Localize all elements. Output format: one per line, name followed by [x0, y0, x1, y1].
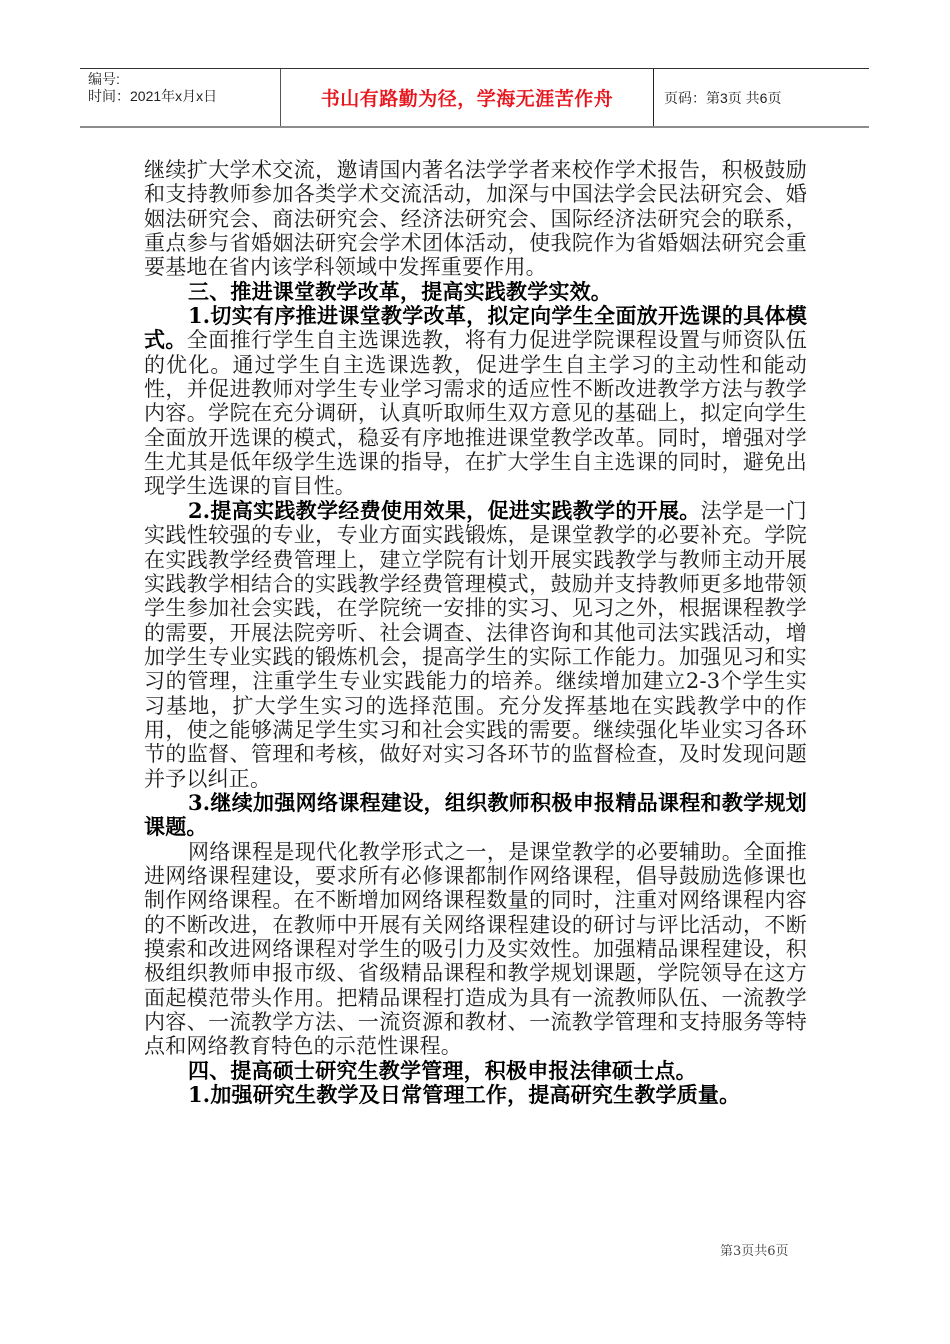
item-1-paragraph — [144, 304, 807, 499]
item-2-title: 2.提高实践教学经费使用效果，促进实践教学的开展。 — [188, 497, 701, 523]
item-1-title: 1.切实有序推进课堂教学改革，拟定向学生全面放开选课的具体模式。 — [144, 303, 807, 353]
item-1-body: 全面推行学生自主选课选教，将有力促进学院课程设置与师资队伍的优化。通过学生自主选课选教，促进学生自主学习的主动性和能动性，并促进教师对学生专业学习需求的适应性不断改进教学方法与教学内容。学院在充分调研，认真听取师生双方意见的基础上，拟定向学生全面放开选课的模式，稳妥有序地推进课堂教学改革。同时，增强对学生尤其是低年级学生选课的指导，在扩大学生自主选课的同时，避免出现学生选课的盲目性。 — [144, 328, 807, 499]
document-body — [144, 158, 807, 1107]
page-header — [80, 68, 869, 128]
header-meta — [80, 69, 281, 126]
item-2-body: 法学是一门实践性较强的专业，专业方面实践锻炼，是课堂教学的必要补充。学院在实践教学经费管理上，建立学院有计划开展实践教学与教师主动开展实践教学相结合的实践教学经费管理模式，鼓励并支持教师更多地带领学生参加社会实践，在学院统一安排的实习、见习之外，根据课程教学的需要，开展法院旁听、社会调查、法律咨询和其他司法实践活动，增加学生专业实践的锻炼机会，提高学生的实际工作能力。加强见习和实习的管理，注重学生专业实践能力的培养。继续增加建立2-3个学生实习基地，扩大学生实习的选择范围。充分发挥基地在实践教学中的作用，使之能够满足学生实习和社会实践的需要。继续强化毕业实习各环节的监督、管理和考核，做好对实习各环节的监督检查，及时发现问题并予以纠正。 — [144, 498, 808, 791]
section-4-item-1: 1.加强研究生教学及日常管理工作，提高研究生教学质量。 — [188, 1082, 741, 1108]
footer-page-indicator: 第3页共6页 — [720, 1244, 789, 1259]
intro-paragraph: 继续扩大学术交流，邀请国内著名法学学者来校作学术报告，积极鼓励和支持教师参加各类学术交流活动，加深与中国法学会民法研究会、婚姻法研究会、商法研究会、经济法研究会、国际经济法研究会的联系，重点参与省婚姻法研究会学术团体活动，使我院作为省婚姻法研究会重要基地在省内该学科领域中发挥重要作用。 — [144, 158, 807, 280]
item-3-title: 3.继续加强网络课程建设，组织教师积极申报精品课程和教学规划课题。 — [144, 789, 807, 840]
header-page-number: 页码：第3页 共6页 — [664, 89, 782, 106]
section-4-heading: 四、提高硕士研究生教学管理，积极申报法律硕士点。 — [188, 1057, 697, 1083]
section-3-heading: 三、推进课堂教学改革，提高实践教学实效。 — [188, 278, 612, 304]
item-2-paragraph — [144, 499, 807, 791]
header-motto: 书山有路勤为径，学海无涯苦作舟 — [281, 69, 654, 126]
serial-number-label: 编号: — [88, 71, 120, 87]
item-3-body: 网络课程是现代化教学形式之一，是课堂教学的必要辅助。全面推进网络课程建设，要求所有必修课都制作网络课程，倡导鼓励选修课也制作网络课程。在不断增加网络课程数量的同时，注重对网络课程内容的不断改进，在教师中开展有关网络课程建设的研讨与评比活动，不断摸索和改进网络课程对学生的吸引力及实效性。加强精品课程建设，积极组织教师申报市级、省级精品课程和教学规划课题，学院领导在这方面起模范带头作用。把精品课程打造成为具有一流教师队伍、一流教学内容、一流教学方法、一流资源和教材、一流教学管理和支持服务等特点和网络教育特色的示范性课程。 — [144, 839, 807, 1059]
date-label: 时间：2021年x月x日 — [88, 88, 218, 104]
